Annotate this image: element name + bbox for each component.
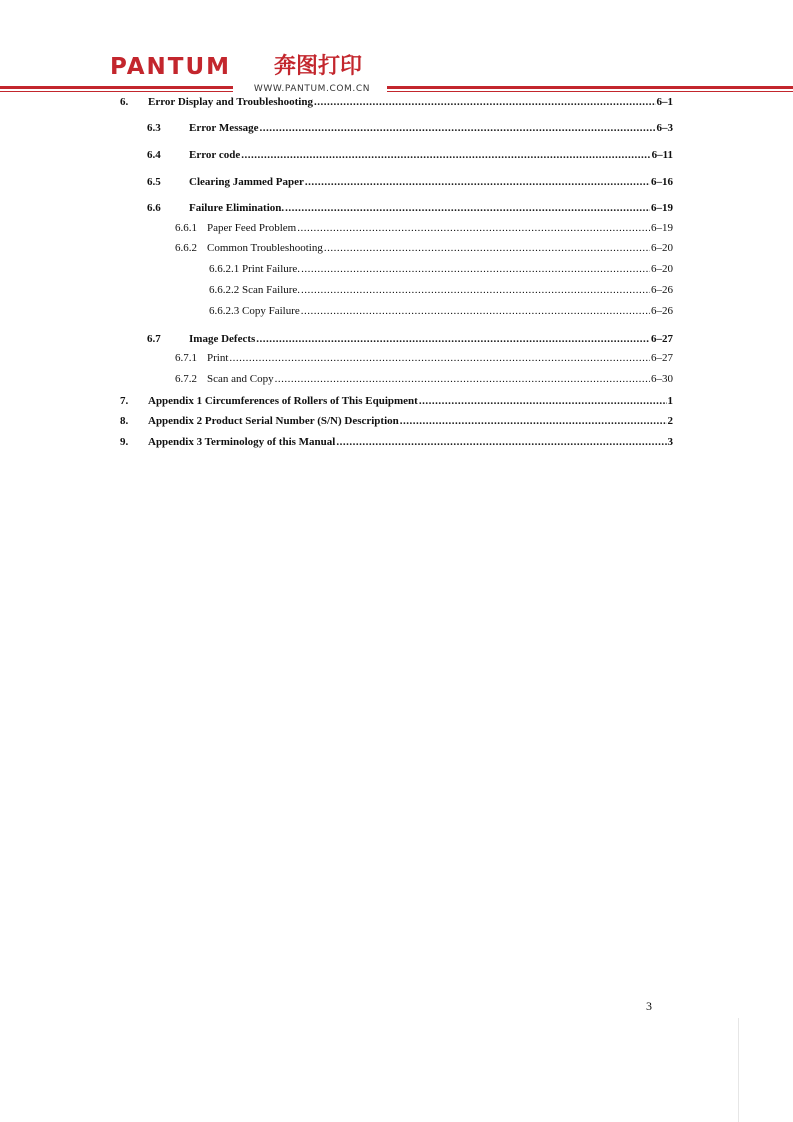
toc-entry[interactable] — [175, 241, 673, 255]
toc-entry-number: 6.3 — [147, 122, 161, 134]
toc-entry-page: 6–20 — [651, 242, 673, 254]
toc-entry-page: 6–26 — [651, 305, 673, 317]
page-number: 3 — [646, 999, 652, 1013]
toc-entry-title: Error Message — [189, 122, 259, 134]
toc-entry-page: 6–19 — [651, 202, 673, 214]
toc-leader-dots — [301, 283, 650, 297]
toc-entry-number: 8. — [120, 415, 129, 427]
toc-entry[interactable] — [175, 351, 673, 365]
toc-entry[interactable] — [147, 175, 673, 189]
toc-entry[interactable] — [120, 394, 673, 408]
toc-entry-page: 6–1 — [656, 96, 673, 108]
toc-entry-page: 6–27 — [651, 352, 673, 364]
toc-entry[interactable] — [120, 95, 673, 109]
toc-entry-page: 6–26 — [651, 284, 673, 296]
toc-leader-dots — [336, 435, 666, 449]
toc-leader-dots — [400, 414, 667, 428]
toc-entry-number: 6.7 — [147, 333, 161, 345]
toc-entry-title: 6.6.2.1 Print Failure. — [209, 263, 301, 275]
header-url: WWW.PANTUM.COM.CN — [253, 84, 371, 94]
toc-entry-title: Scan and Copy — [207, 373, 274, 385]
toc-entry-page: 6–3 — [656, 122, 673, 134]
toc-entry-title: Error code — [189, 149, 241, 161]
toc-entry[interactable] — [209, 262, 673, 276]
toc-entry[interactable] — [209, 283, 673, 297]
page-edge-line — [738, 1018, 739, 1122]
toc-entry-number: 6.6.2 — [175, 242, 197, 254]
toc-entry-page: 6–16 — [651, 176, 673, 188]
toc-entry-page: 2 — [667, 415, 673, 427]
toc-entry[interactable] — [147, 332, 673, 346]
toc-entry-title: Print — [207, 352, 229, 364]
toc-entry-page: 1 — [667, 395, 673, 407]
toc-leader-dots — [256, 332, 650, 346]
toc-entry-title: Appendix 3 Terminology of this Manual — [148, 436, 336, 448]
toc-entry-title: 6.6.2.3 Copy Failure — [209, 305, 300, 317]
toc-entry[interactable] — [120, 435, 673, 449]
toc-entry-page: 6–20 — [651, 263, 673, 275]
toc-entry-title: Clearing Jammed Paper — [189, 176, 304, 188]
toc-entry-number: 6. — [120, 96, 129, 108]
toc-entry[interactable] — [147, 121, 673, 135]
toc-entry[interactable] — [120, 414, 673, 428]
toc-entry-number: 6.4 — [147, 149, 161, 161]
toc-entry-number: 9. — [120, 436, 129, 448]
toc-entry-page: 6–11 — [651, 149, 673, 161]
toc-leader-dots — [229, 351, 650, 365]
toc-entry-number: 7. — [120, 395, 129, 407]
toc-entry-title: Failure Elimination. — [189, 202, 285, 214]
toc-entry-title: Image Defects — [189, 333, 256, 345]
toc-leader-dots — [275, 372, 650, 386]
toc-entry-number: 6.7.1 — [175, 352, 197, 364]
toc-entry-title: 6.6.2.2 Scan Failure. — [209, 284, 301, 296]
toc-leader-dots — [301, 262, 650, 276]
toc-leader-dots — [324, 241, 650, 255]
toc-entry[interactable] — [147, 201, 673, 215]
toc-leader-dots — [297, 221, 650, 235]
toc-entry-page: 6–19 — [651, 222, 673, 234]
toc-leader-dots — [419, 394, 667, 408]
toc-leader-dots — [285, 201, 650, 215]
pantum-logo: PANTUM — [110, 54, 232, 80]
toc-entry-number: 6.5 — [147, 176, 161, 188]
toc-entry-page: 6–30 — [651, 373, 673, 385]
toc-leader-dots — [260, 121, 656, 135]
table-of-contents — [0, 0, 793, 460]
toc-entry[interactable] — [175, 372, 673, 386]
toc-leader-dots — [241, 148, 650, 162]
toc-entry[interactable] — [209, 304, 673, 318]
toc-entry-title: Error Display and Troubleshooting — [148, 96, 313, 108]
toc-entry-title: Common Troubleshooting — [207, 242, 323, 254]
toc-leader-dots — [314, 95, 656, 109]
pantum-logo-chinese: 奔图打印 — [274, 54, 363, 79]
toc-entry-number: 6.6 — [147, 202, 161, 214]
toc-entry-title: Appendix 1 Circumferences of Rollers of This Equipment — [148, 395, 418, 407]
toc-leader-dots — [305, 175, 650, 189]
toc-entry-number: 6.7.2 — [175, 373, 197, 385]
toc-leader-dots — [301, 304, 650, 318]
toc-entry-page: 3 — [667, 436, 673, 448]
toc-entry-number: 6.6.1 — [175, 222, 197, 234]
toc-entry-title: Appendix 2 Product Serial Number (S/N) Description — [148, 415, 399, 427]
toc-entry-page: 6–27 — [651, 333, 673, 345]
toc-entry[interactable] — [175, 221, 673, 235]
toc-entry-title: Paper Feed Problem — [207, 222, 297, 234]
toc-entry[interactable] — [147, 148, 673, 162]
